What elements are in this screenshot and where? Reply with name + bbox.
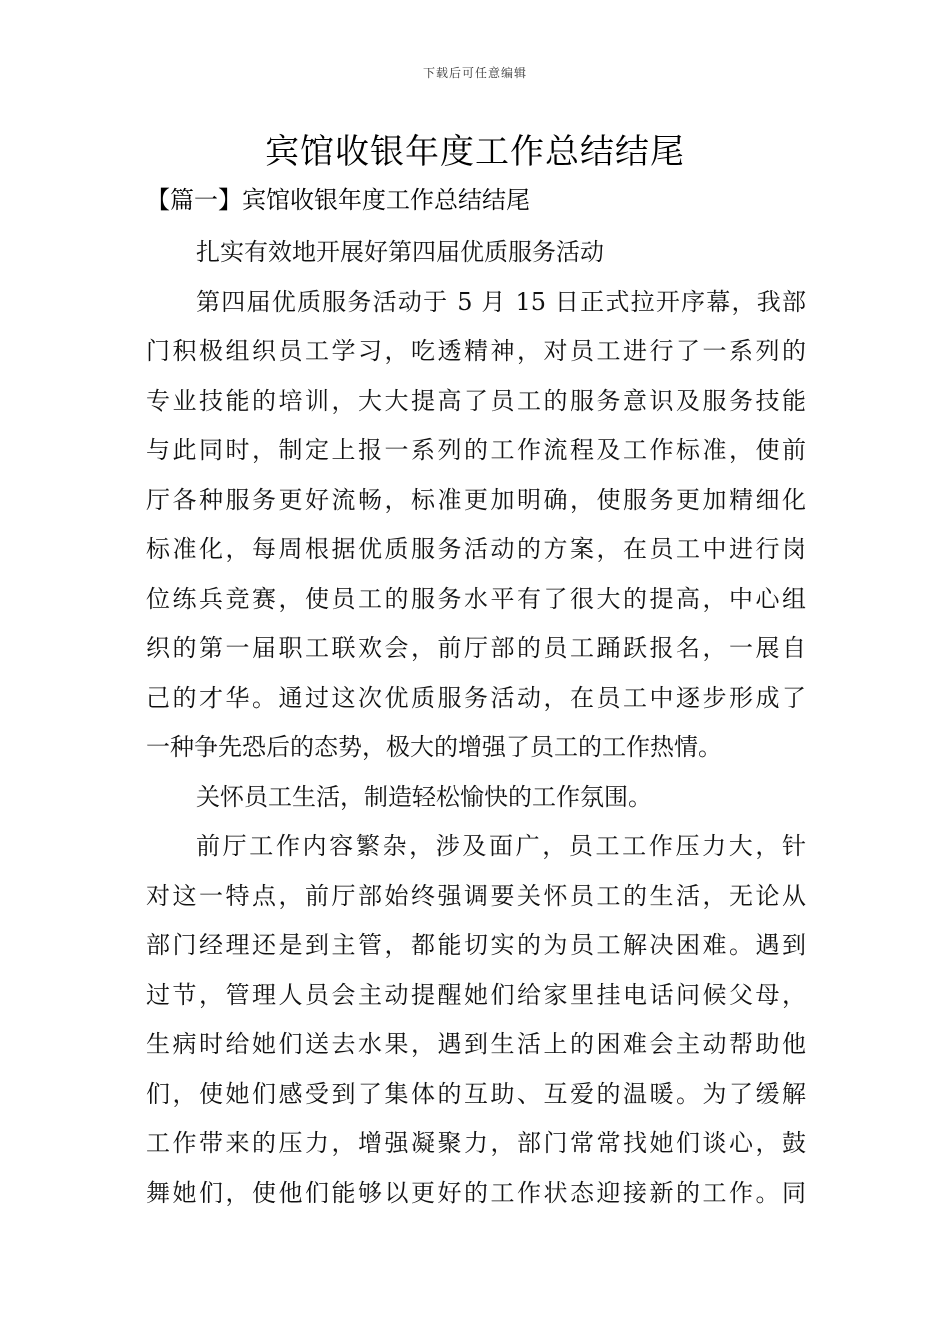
document-title: 宾馆收银年度工作总结结尾	[265, 132, 685, 172]
paragraph-line: 关怀员工生活，制造轻松愉快的工作氛围。	[196, 782, 652, 811]
paragraph-line: 第四届优质服务活动于 5 月 15 日正式拉开序幕，我部	[196, 287, 806, 316]
paragraph-line: 舞她们，使他们能够以更好的工作状态迎接新的工作。同	[146, 1178, 806, 1207]
paragraph-line: 一种争先恐后的态势，极大的增强了员工的工作热情。	[146, 733, 722, 761]
paragraph-line: 工作带来的压力，增强凝聚力，部门常常找她们谈心，鼓	[146, 1129, 806, 1157]
paragraph-line: 专业技能的培训，大大提高了员工的服务意识及服务技能	[146, 386, 806, 415]
paragraph-line: 门积极组织员工学习，吃透精神，对员工进行了一系列的	[146, 337, 806, 365]
page-header-note: 下载后可任意编辑	[422, 66, 527, 80]
paragraph-line: 织的第一届职工联欢会，前厅部的员工踊跃报名，一展自	[146, 634, 806, 662]
document-body	[146, 232, 806, 1222]
paragraph-line: 扎实有效地开展好第四届优质服务活动	[196, 238, 604, 266]
section-heading: 【篇一】宾馆收银年度工作总结结尾	[146, 186, 530, 214]
paragraph-line: 前厅工作内容繁杂，涉及面广，员工工作压力大，针	[196, 832, 806, 860]
paragraph-line: 标准化，每周根据优质服务活动的方案，在员工中进行岗	[146, 535, 806, 563]
paragraph-line: 对这一特点，前厅部始终强调要关怀员工的生活，无论从	[146, 881, 806, 910]
paragraph-line: 己的才华。通过这次优质服务活动，在员工中逐步形成了	[146, 683, 806, 712]
paragraph-line: 们，使她们感受到了集体的互助、互爱的温暖。为了缓解	[146, 1079, 806, 1108]
paragraph-line: 厅各种服务更好流畅，标准更加明确，使服务更加精细化	[146, 485, 806, 514]
paragraph-line: 部门经理还是到主管，都能切实的为员工解决困难。遇到	[146, 931, 806, 959]
paragraph-line: 生病时给她们送去水果，遇到生活上的困难会主动帮助他	[146, 1030, 806, 1058]
paragraph-line: 位练兵竞赛，使员工的服务水平有了很大的提高，中心组	[146, 584, 806, 613]
paragraph-line: 与此同时，制定上报一系列的工作流程及工作标准，使前	[146, 436, 806, 464]
paragraph-line: 过节，管理人员会主动提醒她们给家里挂电话问候父母，	[146, 980, 806, 1009]
